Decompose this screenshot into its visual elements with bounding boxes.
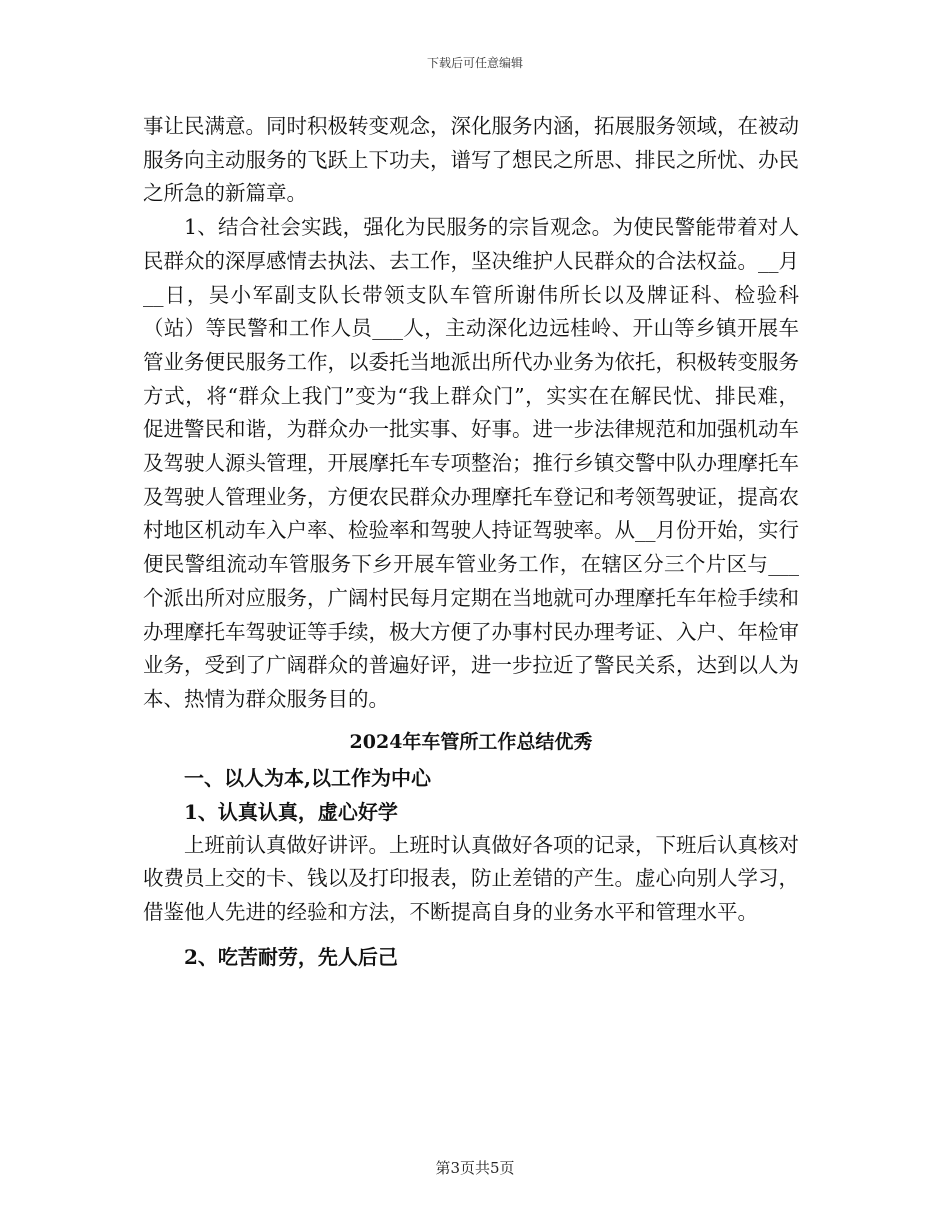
heading-diligent-learning: 1、认真认真，虚心好学 xyxy=(184,799,398,824)
page-footer: 第3页共5页 xyxy=(435,1159,515,1177)
paragraph-social-practice: 1、结合社会实践，强化为民服务的宗旨观念。为使民警能带着对人民群众的深厚感情去执法、去工作，坚决维护人民群众的合法权益。__月__日，吴小军副支队长带领支队车管所谢伟所长以及牌证科、检验科（站）等民警和工作人员___人，主动深化边远桂岭、开山等乡镇开展车管业务便民服务工作，以委托当地派出所代办业务为依托，积极转变服务方式，将“群众上我门”变为“我上群众门”，实实在在解民忧、排民难，促进警民和谐，为群众办一批实事、好事。进一步法律规范和加强机动车及驾驶人源头管理，开展摩托车专项整治；推行乡镇交警中队办理摩托车及驾驶人管理业务，方便农民群众办理摩托车登记和考领驾驶证，提高农村地区机动车入户率、检验率和驾驶人持证驾驶率。从__月份开始，实行便民警组流动车管服务下乡开展车管业务工作，在辖区分三个片区与___个派出所对应服务，广阔村民每月定期在当地就可办理摩托车年检手续和办理摩托车驾驶证等手续，极大方便了办事村民办理考证、入户、年检审业务，受到了广阔群众的普遍好评，进一步拉近了警民关系，达到以人为本、热情为群众服务目的。 xyxy=(143,215,799,711)
heading-hard-working: 2、吃苦耐劳，先人后己 xyxy=(184,944,398,969)
paragraph-work-routine: 上班前认真做好讲评。上班时认真做好各项的记录，下班后认真核对收费员上交的卡、钱以及打印报表，防止差错的产生。虚心向别人学习，借鉴他人先进的经验和方法，不断提高自身的业务水平和管理水平。 xyxy=(143,832,799,925)
heading-people-oriented: 一、以人为本,以工作为中心 xyxy=(184,765,431,790)
paragraph-intro: 事让民满意。同时积极转变观念，深化服务内涵，拓展服务领域，在被动服务向主动服务的飞跃上下功夫，谱写了想民之所思、排民之所忧、办民之所急的新篇章。 xyxy=(143,114,799,206)
document-body xyxy=(143,110,799,974)
section-title: 2024年车管所工作总结优秀 xyxy=(349,730,593,753)
page-header: 下载后可任意编辑 xyxy=(426,56,523,70)
